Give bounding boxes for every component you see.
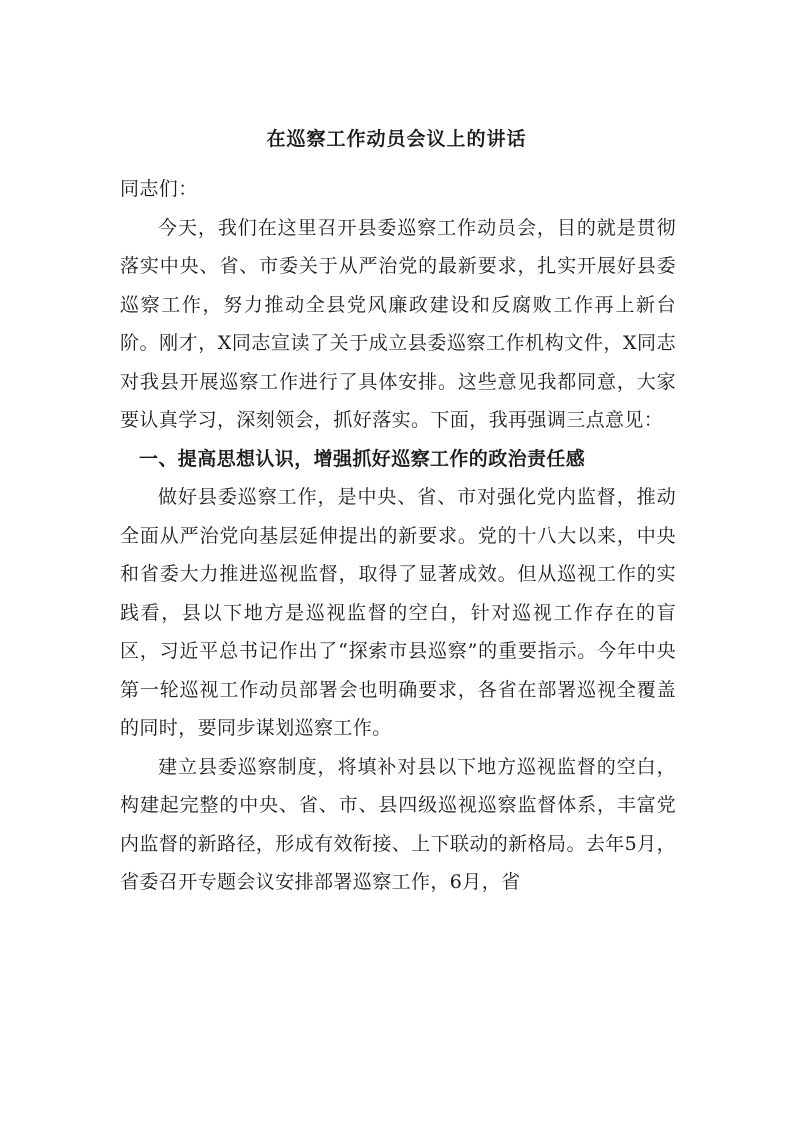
paragraph-body: 建立县委巡察制度，将填补对县以下地方巡视监督的空白，构建起完整的中央、省、市、县四级巡视巡察监督体系，丰富党内监督的新路径，形成有效衔接、上下联动的新格局。去年5月，省委召开专题会议安排部署巡察工作，6月，省 (120, 755, 676, 893)
document-body (120, 170, 676, 902)
paragraph-body: 做好县委巡察工作，是中央、省、市对强化党内监督，推动全面从严治党向基层延伸提出的新要求。党的十八大以来，中央和省委大力推进巡视监督，取得了显著成效。但从巡视工作的实践看，县以下地方是巡视监督的空白，针对巡视工作存在的盲区，习近平总书记作出了“探索市县巡察”的重要指示。今年中央第一轮巡视工作动员部署会也明确要求，各省在部署巡视全覆盖的同时，要同步谋划巡察工作。 (120, 486, 676, 739)
document-title: 在巡察工作动员会议上的讲话 (266, 128, 527, 150)
section-heading: 一、提高思想认识，增强抓好巡察工作的政治责任感 (139, 447, 586, 470)
greeting: 同志们： (120, 178, 198, 200)
paragraph-intro: 今天，我们在这里召开县委巡察工作动员会，目的就是贯彻落实中央、省、市委关于从严治党的最新要求，扎实开展好县委巡察工作，努力推动全县党风廉政建设和反腐败工作再上新台阶。刚才，X同志宣读了关于成立县委巡察工作机构文件，X同志对我县开展巡察工作进行了具体安排。这些意见我都同意，大家要认真学习，深刻领会，抓好落实。下面，我再强调三点意见： (120, 216, 676, 431)
